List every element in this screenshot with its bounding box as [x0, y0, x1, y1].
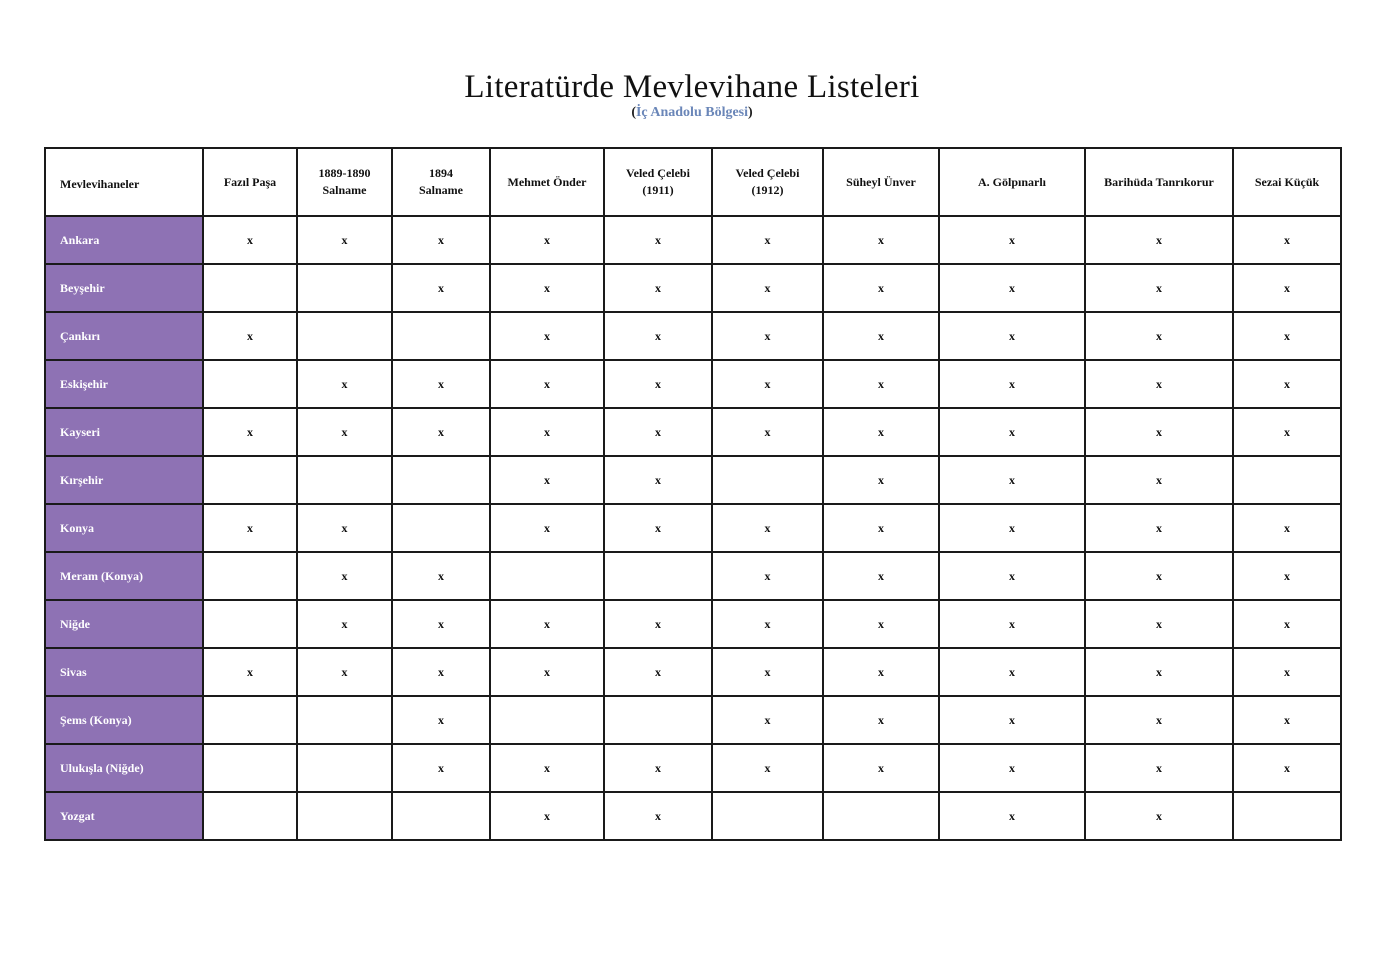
column-header-line: Süheyl Ünver [846, 174, 916, 189]
column-header [490, 148, 604, 216]
column-header-line: Mevlevihaneler [60, 176, 140, 191]
row-header-mevlevihane: Çankırı [45, 312, 203, 360]
mark-cell: x [392, 264, 490, 312]
mark-cell: x [939, 552, 1085, 600]
empty-cell [490, 696, 604, 744]
mark-cell: x [939, 312, 1085, 360]
mark-cell: x [1233, 744, 1341, 792]
mark-cell: x [604, 408, 712, 456]
mark-cell: x [297, 504, 392, 552]
table-row [45, 456, 1341, 504]
mark-cell: x [823, 744, 939, 792]
empty-cell [604, 696, 712, 744]
mark-cell: x [823, 408, 939, 456]
mark-cell: x [490, 408, 604, 456]
mark-cell: x [1233, 312, 1341, 360]
mark-cell: x [1085, 504, 1233, 552]
mark-cell: x [203, 504, 297, 552]
mark-cell: x [1233, 504, 1341, 552]
row-header-mevlevihane: Ankara [45, 216, 203, 264]
mark-cell: x [939, 360, 1085, 408]
table-row [45, 264, 1341, 312]
empty-cell [1233, 456, 1341, 504]
column-header-line: Fazıl Paşa [223, 174, 277, 189]
mark-cell: x [490, 744, 604, 792]
mark-cell: x [712, 552, 823, 600]
mark-cell: x [604, 792, 712, 840]
empty-cell [392, 456, 490, 504]
mark-cell: x [823, 504, 939, 552]
mark-cell: x [297, 648, 392, 696]
column-header [392, 148, 490, 216]
mark-cell: x [1085, 648, 1233, 696]
mark-cell: x [1085, 792, 1233, 840]
column-header [823, 148, 939, 216]
empty-cell [203, 552, 297, 600]
table-header-row [45, 148, 1341, 216]
mark-cell: x [712, 312, 823, 360]
empty-cell [297, 456, 392, 504]
mark-cell: x [1085, 744, 1233, 792]
mark-cell: x [823, 648, 939, 696]
mark-cell: x [939, 504, 1085, 552]
mark-cell: x [392, 552, 490, 600]
mark-cell: x [823, 696, 939, 744]
table-row [45, 360, 1341, 408]
page-title: Literatürde Mevlevihane Listeleri [464, 69, 920, 105]
row-header-mevlevihane: Eskişehir [45, 360, 203, 408]
mark-cell: x [1233, 264, 1341, 312]
mark-cell: x [203, 216, 297, 264]
table-row [45, 408, 1341, 456]
column-header-line: A. Gölpınarlı [977, 174, 1046, 189]
mark-cell: x [712, 264, 823, 312]
empty-cell [1233, 792, 1341, 840]
mark-cell: x [823, 216, 939, 264]
mark-cell: x [604, 360, 712, 408]
mark-cell: x [939, 264, 1085, 312]
row-header-mevlevihane: Meram (Konya) [45, 552, 203, 600]
mark-cell: x [604, 600, 712, 648]
mark-cell: x [1233, 360, 1341, 408]
row-header-mevlevihane: Kırşehir [45, 456, 203, 504]
subtitle-close-paren: ) [748, 105, 753, 120]
empty-cell [392, 792, 490, 840]
row-header-mevlevihane: Ulukışla (Niğde) [45, 744, 203, 792]
column-header-line: Veled Çelebi [626, 166, 690, 180]
mark-cell: x [297, 552, 392, 600]
empty-cell [297, 744, 392, 792]
mark-cell: x [604, 744, 712, 792]
column-header-line: Salname [418, 183, 463, 197]
column-header [604, 148, 712, 216]
column-header [712, 148, 823, 216]
column-header [297, 148, 392, 216]
mark-cell: x [1085, 552, 1233, 600]
column-header-line: (1912) [751, 183, 784, 197]
mark-cell: x [712, 504, 823, 552]
page-subtitle [0, 104, 1384, 122]
mark-cell: x [392, 360, 490, 408]
mark-cell: x [392, 216, 490, 264]
table-row [45, 792, 1341, 840]
row-header-mevlevihane: Sivas [45, 648, 203, 696]
mark-cell: x [823, 552, 939, 600]
empty-cell [203, 792, 297, 840]
column-header-line: 1889-1890 [318, 166, 371, 180]
empty-cell [490, 552, 604, 600]
empty-cell [297, 312, 392, 360]
column-header [939, 148, 1085, 216]
mark-cell: x [712, 696, 823, 744]
table-row [45, 216, 1341, 264]
empty-cell [392, 504, 490, 552]
mark-cell: x [823, 360, 939, 408]
mark-cell: x [939, 408, 1085, 456]
row-header-mevlevihane: Kayseri [45, 408, 203, 456]
column-header [1085, 148, 1233, 216]
mark-cell: x [1085, 360, 1233, 408]
mark-cell: x [392, 408, 490, 456]
mark-cell: x [392, 696, 490, 744]
empty-cell [604, 552, 712, 600]
mark-cell: x [712, 600, 823, 648]
mark-cell: x [490, 600, 604, 648]
empty-cell [392, 312, 490, 360]
column-header [203, 148, 297, 216]
empty-cell [203, 264, 297, 312]
mark-cell: x [604, 264, 712, 312]
mark-cell: x [490, 264, 604, 312]
mark-cell: x [823, 264, 939, 312]
table-row [45, 504, 1341, 552]
column-header [1233, 148, 1341, 216]
mark-cell: x [939, 744, 1085, 792]
mark-cell: x [1085, 600, 1233, 648]
mark-cell: x [939, 600, 1085, 648]
table-row [45, 648, 1341, 696]
mark-cell: x [712, 648, 823, 696]
empty-cell [203, 456, 297, 504]
mark-cell: x [490, 360, 604, 408]
column-header-line: Salname [322, 183, 367, 197]
mark-cell: x [604, 504, 712, 552]
column-header-line: Barihüda Tanrıkorur [1104, 174, 1214, 189]
mark-cell: x [297, 600, 392, 648]
empty-cell [203, 696, 297, 744]
mark-cell: x [1085, 264, 1233, 312]
mark-cell: x [823, 456, 939, 504]
table-row [45, 312, 1341, 360]
mark-cell: x [1233, 648, 1341, 696]
mark-cell: x [490, 792, 604, 840]
mark-cell: x [1233, 600, 1341, 648]
table-row [45, 744, 1341, 792]
empty-cell [712, 456, 823, 504]
mark-cell: x [1085, 312, 1233, 360]
mark-cell: x [939, 648, 1085, 696]
mark-cell: x [1085, 696, 1233, 744]
subtitle-region: İç Anadolu Bölgesi [635, 105, 749, 120]
mark-cell: x [712, 216, 823, 264]
empty-cell [712, 792, 823, 840]
mark-cell: x [939, 792, 1085, 840]
mark-cell: x [823, 312, 939, 360]
mark-cell: x [604, 456, 712, 504]
empty-cell [297, 264, 392, 312]
mark-cell: x [939, 456, 1085, 504]
empty-cell [297, 696, 392, 744]
mark-cell: x [490, 312, 604, 360]
column-header-line: Veled Çelebi [735, 166, 800, 180]
mark-cell: x [1085, 216, 1233, 264]
mark-cell: x [604, 312, 712, 360]
subtitle-open-paren: ( [631, 105, 636, 120]
row-header-mevlevihane: Konya [45, 504, 203, 552]
mark-cell: x [1085, 408, 1233, 456]
mark-cell: x [1233, 216, 1341, 264]
mevlevihane-table [44, 147, 1342, 841]
table-body [45, 216, 1341, 840]
mark-cell: x [1085, 456, 1233, 504]
empty-cell [203, 360, 297, 408]
mark-cell: x [939, 216, 1085, 264]
mark-cell: x [939, 696, 1085, 744]
mark-cell: x [297, 408, 392, 456]
mark-cell: x [1233, 408, 1341, 456]
column-header-line: Mehmet Önder [507, 174, 587, 189]
empty-cell [823, 792, 939, 840]
mark-cell: x [392, 744, 490, 792]
column-header-mevlevihaneler [45, 148, 203, 216]
column-header-line: 1894 [429, 166, 453, 180]
mark-cell: x [1233, 552, 1341, 600]
mark-cell: x [490, 648, 604, 696]
row-header-mevlevihane: Yozgat [45, 792, 203, 840]
mark-cell: x [203, 408, 297, 456]
mark-cell: x [712, 744, 823, 792]
empty-cell [203, 600, 297, 648]
mark-cell: x [712, 408, 823, 456]
table-row [45, 696, 1341, 744]
row-header-mevlevihane: Niğde [45, 600, 203, 648]
mark-cell: x [490, 216, 604, 264]
mark-cell: x [823, 600, 939, 648]
row-header-mevlevihane: Şems (Konya) [45, 696, 203, 744]
table-row [45, 600, 1341, 648]
mark-cell: x [297, 216, 392, 264]
mark-cell: x [1233, 696, 1341, 744]
mark-cell: x [604, 648, 712, 696]
mark-cell: x [392, 648, 490, 696]
empty-cell [297, 792, 392, 840]
mark-cell: x [712, 360, 823, 408]
column-header-line: Sezai Küçük [1254, 174, 1320, 189]
mark-cell: x [203, 312, 297, 360]
table-row [45, 552, 1341, 600]
row-header-mevlevihane: Beyşehir [45, 264, 203, 312]
mark-cell: x [297, 360, 392, 408]
mark-cell: x [490, 504, 604, 552]
empty-cell [203, 744, 297, 792]
mark-cell: x [604, 216, 712, 264]
column-header-line: (1911) [642, 183, 674, 197]
mark-cell: x [203, 648, 297, 696]
mark-cell: x [392, 600, 490, 648]
mark-cell: x [490, 456, 604, 504]
